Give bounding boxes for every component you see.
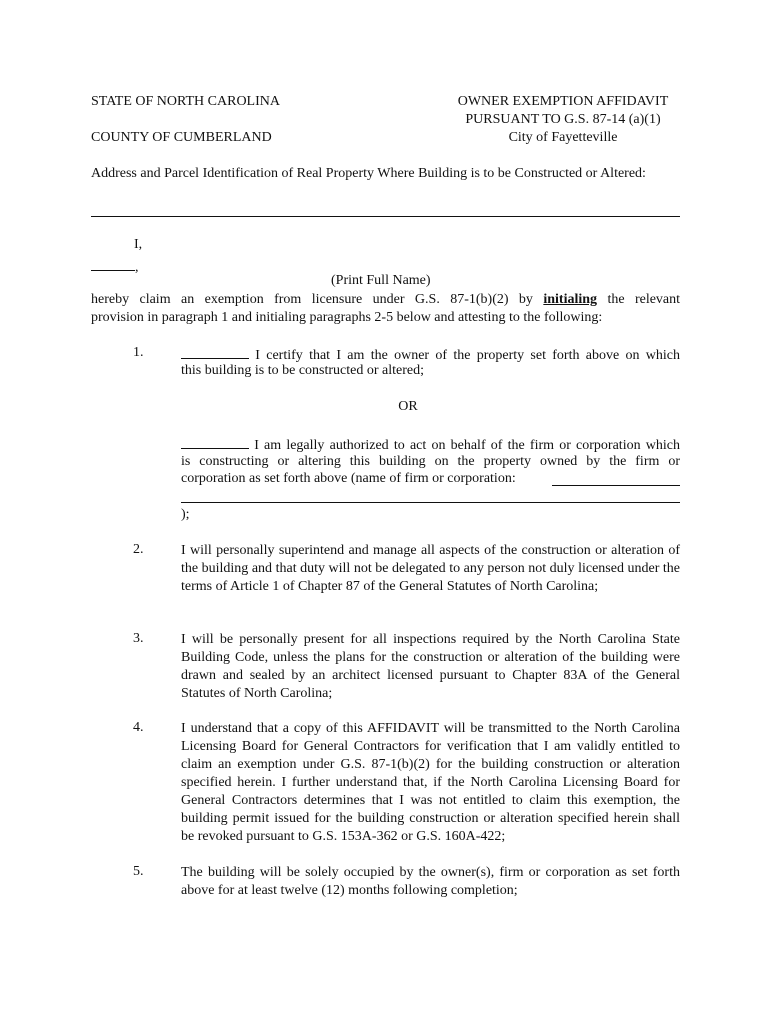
item-4-number: 4. [133, 720, 144, 735]
item-4-text: I understand that a copy of this AFFIDAVIT will be transmitted to the North Carolina Licensing Board for General Contractors for verification that I am validly entitled to claim an exemption under G.S. 87-1(b)(2) for the building construction or alteration specified herein. I further understand that, if the North Carolina Licensing Board for General Contractors determines that I was not entitled to claim this exemption, the building permit issued for the building construction or alteration specified herein shall be revoked pursuant to G.S. 153A-362 or G.S. 160A-422; [181, 721, 680, 844]
claim-line-2: provision in paragraph 1 and initialing paragraphs 2-5 below and attesting to the following: [91, 310, 603, 325]
claim-line-1 [91, 291, 680, 309]
item-1-text-1: I certify that I am the owner of the property set forth above on which [255, 348, 680, 363]
item-5-text: The building will be solely occupied by the owner(s), firm or corporation as set forth above for at least twelve (12) months following completion; [181, 865, 680, 898]
item-1-number: 1. [133, 345, 144, 360]
item-1-alt-initial-blank[interactable] [181, 435, 249, 449]
item-1-initial-blank[interactable] [181, 345, 249, 359]
item-1-alt-text-1: I am legally authorized to act on behalf of the firm or corporation which [254, 438, 680, 453]
claim-text-b: the relevant [607, 292, 681, 307]
full-name-blank[interactable] [91, 257, 135, 271]
firm-name-line[interactable] [181, 502, 680, 503]
i-label: I, [134, 237, 143, 252]
item-2-text: I will personally superintend and manage all aspects of the construction or alteration of the building and that duty will not be delegated to any person not duly licensed under the terms of Article 1 of Chapter 87 of the General Statutes of North Carolina; [181, 543, 680, 594]
initialing-emphasis: initialing [543, 292, 598, 307]
firm-name-blank[interactable] [552, 485, 680, 486]
county-heading: COUNTY OF CUMBERLAND [91, 130, 272, 145]
affidavit-statute: PURSUANT TO G.S. 87-14 (a)(1) [465, 112, 661, 127]
claim-text-a: hereby claim an exemption from licensure under G.S. 87-1(b)(2) by [91, 292, 533, 307]
item-3-text: I will be personally present for all inspections required by the North Carolina State Building Code, unless the plans for the construction or alteration of the building were drawn and sealed by an architect licensed pursuant to Chapter 83A of the General Statutes of North Carolina; [181, 632, 680, 701]
item-1-alt-line-2: is constructing or altering this building on the property owned by the firm or [181, 454, 680, 469]
item-1-line-1 [181, 345, 680, 365]
address-line[interactable] [91, 216, 680, 217]
affidavit-title: OWNER EXEMPTION AFFIDAVIT [457, 94, 669, 109]
full-name-field[interactable] [91, 257, 139, 276]
item-5-number: 5. [133, 864, 144, 879]
full-name-comma: , [135, 260, 139, 275]
or-divider [0, 399, 770, 415]
or-text: OR [398, 399, 418, 414]
item-1-alt-line-1 [181, 435, 680, 455]
item-1-alt-line-3: corporation as set forth above (name of firm or corporation: [181, 471, 516, 486]
item-1-line-2: this building is to be constructed or altered; [181, 363, 425, 378]
item-3-number: 3. [133, 631, 144, 646]
address-label: Address and Parcel Identification of Real Property Where Building is to be Constructed or Altered: [91, 166, 646, 181]
item-2-number: 2. [133, 542, 144, 557]
item-1-close: ); [181, 507, 190, 522]
print-name-label: (Print Full Name) [331, 273, 431, 288]
state-heading: STATE OF NORTH CAROLINA [91, 94, 280, 109]
affidavit-city: City of Fayetteville [508, 130, 618, 145]
